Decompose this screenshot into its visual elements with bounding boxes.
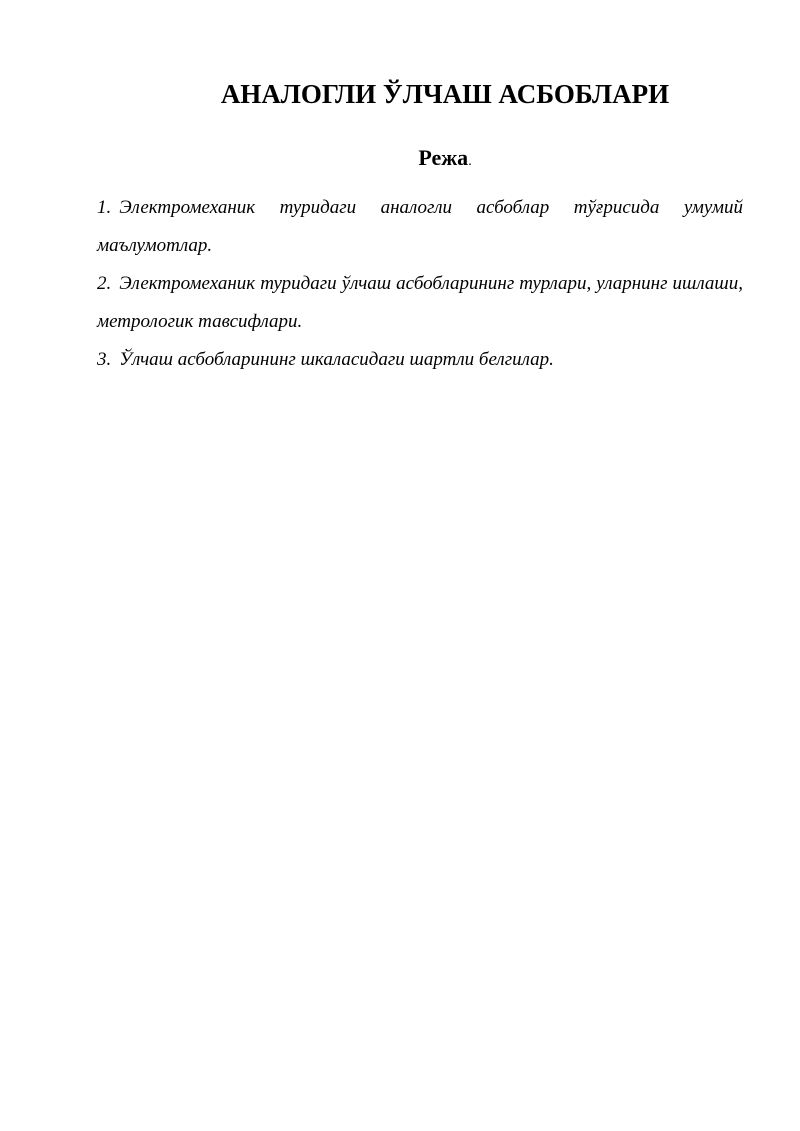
plan-item-text: Электромеханик туридаги аналогли асбоблар тўғрисида умумий маълумотлар. bbox=[97, 197, 743, 256]
plan-item-text: Ўлчаш асбобларининг шкаласидаги шартли белгилар. bbox=[119, 349, 554, 370]
plan-item-number: 2. bbox=[97, 273, 112, 294]
plan-item-number: 1. bbox=[97, 197, 112, 218]
plan-item-number: 3. bbox=[97, 349, 112, 370]
plan-item bbox=[97, 341, 743, 379]
plan-heading-word: Режа bbox=[418, 145, 469, 170]
plan-heading-punct: . bbox=[468, 154, 472, 169]
plan-heading bbox=[150, 142, 740, 178]
plan-item bbox=[97, 189, 743, 265]
plan-item bbox=[97, 265, 743, 341]
document-title: АНАЛОГЛИ ЎЛЧАШ АСБОБЛАРИ bbox=[220, 79, 670, 109]
plan-list bbox=[97, 189, 743, 379]
plan-item-text: Электромеханик туридаги ўлчаш асбобларининг турлари, уларнинг ишлаши, метрологик тавсифлари. bbox=[97, 273, 743, 332]
